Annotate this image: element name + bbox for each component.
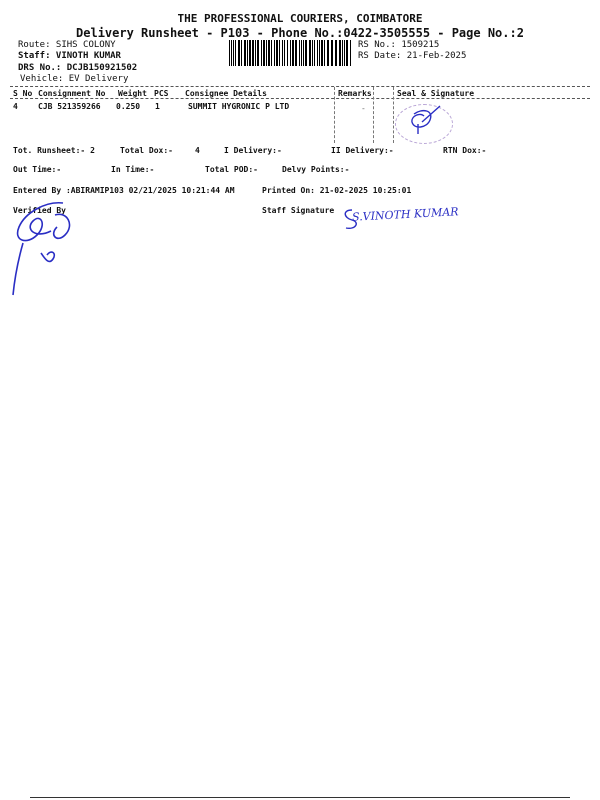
row-remarks: - <box>361 104 366 113</box>
remarks-divider <box>334 87 335 143</box>
runsheet-title: Delivery Runsheet - P103 - Phone No.:0422-3505555 - Page No.:2 <box>76 26 524 40</box>
total-dox-value: 4 <box>195 146 200 155</box>
ii-delivery: II Delivery:- <box>331 146 394 155</box>
company-title: THE PROFESSIONAL COURIERS, COIMBATORE <box>177 12 423 25</box>
remarks-divider-right <box>373 87 374 143</box>
printed-on: Printed On: 21-02-2025 10:25:01 <box>262 186 412 195</box>
rs-no-text: RS No.: 1509215 <box>358 40 440 50</box>
staff-signature-label: Staff Signature <box>262 206 335 215</box>
row-sno: 4 <box>13 102 18 111</box>
in-time: In Time:- <box>111 165 155 174</box>
page-bottom-rule <box>30 797 570 798</box>
drs-text: DRS No.: DCJB150921502 <box>18 63 138 73</box>
staff-signature-ink: S.VINOTH KUMAR <box>351 205 459 224</box>
route-text: Route: SIHS COLONY <box>18 40 116 50</box>
row-consignment: CJB 521359266 <box>38 102 101 111</box>
header-pcs: PCS <box>154 89 169 98</box>
verified-by-label: Verified By <box>13 206 66 215</box>
vehicle-text: Vehicle: EV Delivery <box>20 74 129 84</box>
total-pod: Total POD:- <box>205 165 258 174</box>
header-seal: Seal & Signature <box>397 89 475 98</box>
rs-date-text: RS Date: 21-Feb-2025 <box>358 51 467 61</box>
row-weight: 0.250 <box>116 102 141 111</box>
header-weight: Weight <box>118 89 147 98</box>
total-dox-label: Total Dox:- <box>120 146 173 155</box>
header-consignment: Consignment No <box>38 89 106 98</box>
row-pcs: 1 <box>155 102 160 111</box>
tot-runsheet: Tot. Runsheet:- 2 <box>13 146 95 155</box>
verifier-signature-icon <box>5 195 90 305</box>
header-sno: S No <box>13 89 33 98</box>
entered-by: Entered By :ABIRAMIP103 02/21/2025 10:21:44 AM <box>13 186 235 195</box>
header-consignee: Consignee Details <box>185 89 267 98</box>
receiver-signature-icon <box>400 100 450 142</box>
delvy-points: Delvy Points:- <box>282 165 350 174</box>
table-header-rule <box>10 98 590 99</box>
barcode <box>229 40 354 66</box>
row-consignee: SUMMIT HYGRONIC P LTD <box>188 102 290 111</box>
seal-divider <box>393 87 394 143</box>
out-time: Out Time:- <box>13 165 62 174</box>
i-delivery: I Delivery:- <box>224 146 282 155</box>
rtn-dox: RTN Dox:- <box>443 146 487 155</box>
table-top-rule <box>10 86 590 87</box>
header-remarks: Remarks <box>338 89 372 98</box>
staff-text: Staff: VINOTH KUMAR <box>18 51 121 61</box>
